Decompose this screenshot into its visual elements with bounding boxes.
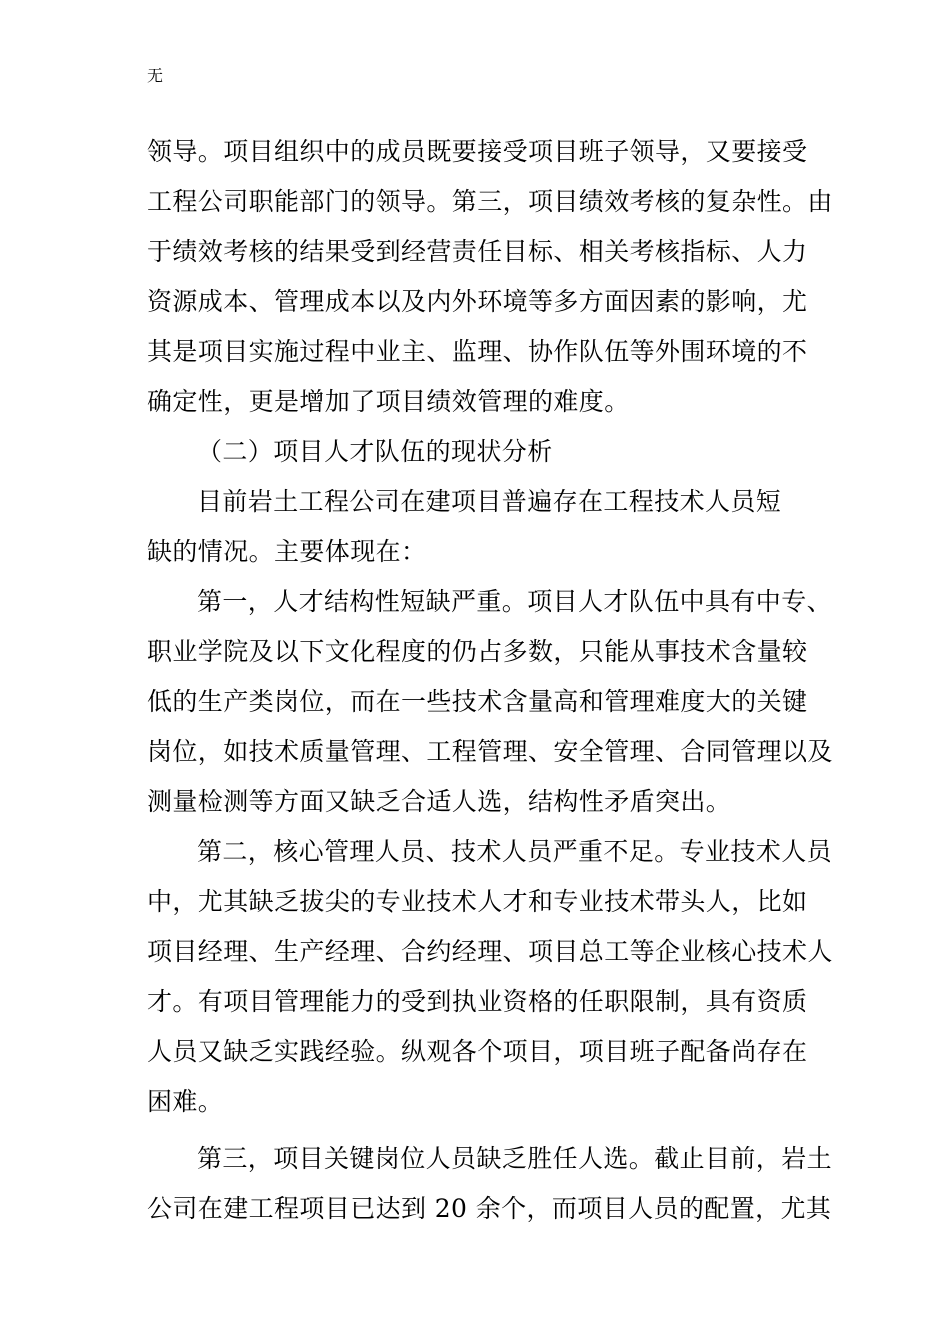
paragraph-first-line: 第二，核心管理人员、技术人员严重不足。专业技术人员 xyxy=(197,837,833,866)
document-body xyxy=(147,127,833,1234)
text-line: 中，尤其缺乏拔尖的专业技术人才和专业技术带头人，比如 xyxy=(147,887,808,916)
text-line: 才。有项目管理能力的受到执业资格的任职限制，具有资质 xyxy=(147,987,808,1016)
section-heading: （二）项目人才队伍的现状分析 xyxy=(197,437,553,466)
text-line: 职业学院及以下文化程度的仍占多数，只能从事技术含量较 xyxy=(147,637,808,666)
text-line: 项目经理、生产经理、合约经理、项目总工等企业核心技术人 xyxy=(147,937,833,966)
text-line: 于绩效考核的结果受到经营责任目标、相关考核指标、人力 xyxy=(147,237,808,266)
text-line: 工程公司职能部门的领导。第三，项目绩效考核的复杂性。由 xyxy=(147,187,833,216)
paragraph-first-line: 目前岩土工程公司在建项目普遍存在工程技术人员短 xyxy=(197,487,782,516)
text-line: 领导。项目组织中的成员既要接受项目班子领导，又要接受 xyxy=(147,137,808,166)
page-header: 无 xyxy=(147,66,164,85)
text-line: 资源成本、管理成本以及内外环境等多方面因素的影响，尤 xyxy=(147,287,808,316)
text-line: 公司在建工程项目已达到 20 余个，而项目人员的配置，尤其 xyxy=(147,1194,832,1223)
text-line: 困难。 xyxy=(147,1087,224,1116)
text-line: 岗位，如技术质量管理、工程管理、安全管理、合同管理以及 xyxy=(147,737,833,766)
text-line: 其是项目实施过程中业主、监理、协作队伍等外围环境的不 xyxy=(147,337,808,366)
paragraph-first-line: 第一，人才结构性短缺严重。项目人才队伍中具有中专、 xyxy=(197,587,833,616)
paragraph-spacer xyxy=(147,1127,811,1134)
paragraph-first-line: 第三，项目关键岗位人员缺乏胜任人选。截止目前，岩土 xyxy=(197,1144,833,1173)
text-line: 缺的情况。主要体现在： xyxy=(147,537,427,566)
text-line: 测量检测等方面又缺乏合适人选，结构性矛盾突出。 xyxy=(147,787,732,816)
text-line: 人员又缺乏实践经验。纵观各个项目，项目班子配备尚存在 xyxy=(147,1037,808,1066)
text-line: 确定性，更是增加了项目绩效管理的难度。 xyxy=(147,387,630,416)
text-line: 低的生产类岗位，而在一些技术含量高和管理难度大的关键 xyxy=(147,687,808,716)
